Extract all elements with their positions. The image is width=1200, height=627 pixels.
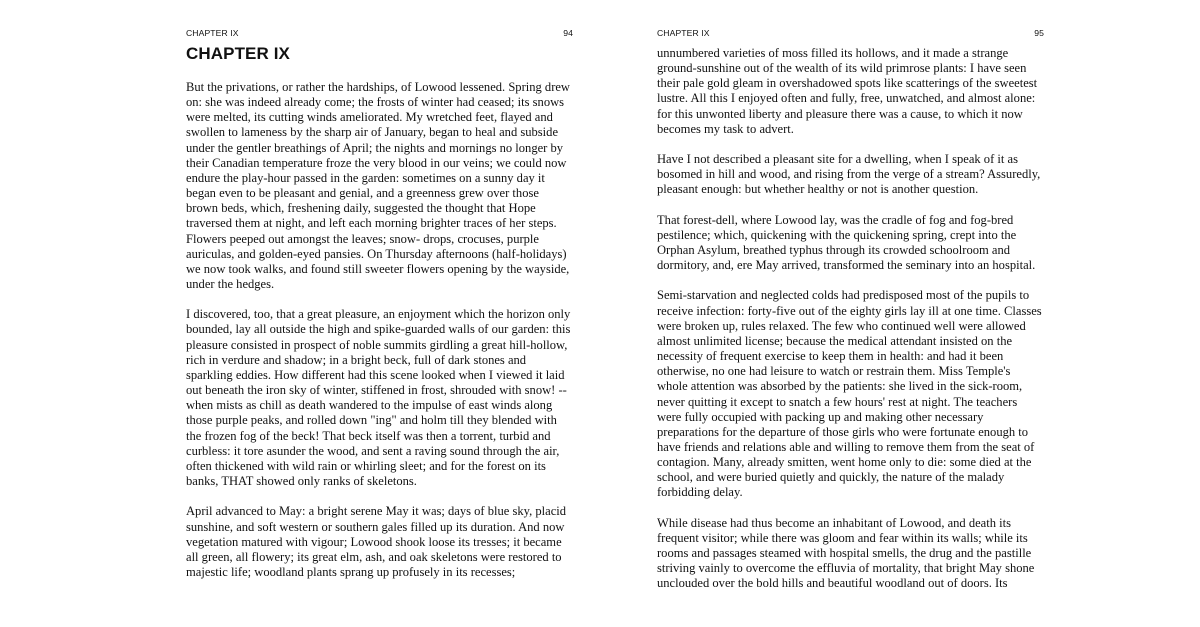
paragraph: That forest-dell, where Lowood lay, was the cradle of fog and fog-bred pestilence; which, quickening with the quickening spring, crept into the Orphan Asylum, breathed typhus through its crowded schoolroom and dormitory, and, ere May arrived, transformed the seminary into an hospital. [657, 212, 1036, 273]
paragraph: Have I not described a pleasant site for a dwelling, when I speak of it as bosomed in hill and wood, and rising from the verge of a stream? Assuredly, pleasant enough: but whether healthy or not is another question. [657, 152, 1041, 197]
paragraph: I discovered, too, that a great pleasure, an enjoyment which the horizon only bounded, lay all outside the high and spike-guarded walls of our garden: this pleasure consisted in prospect of noble summits girdling a great hill-hollow, rich in verdure and shadow; in a bright beck, full of dark stones and sparkling eddies. How different had this scene looked when I viewed it laid out beneath the iron sky of winter, stiffened in frost, shrouded with snow! -- when mists as chill as death wandered to the impulse of east winds along those purple peaks, and rolled down "ing" and holm till they blended with the frozen fog of the beck! That beck itself was then a torrent, turbid and curbless: it tore asunder the wood, and sent a raving sound through the air, often thickened with wild rain or whirling sleet; and for the forest on its banks, THAT showed only ranks of skeletons. [186, 307, 571, 489]
page-number: 94 [563, 28, 573, 38]
paragraph: April advanced to May: a bright serene May it was; days of blue sky, placid sunshine, and soft western or southern gales filled up its duration. And now vegetation matured with vigour; Lowood shook loose its tresses; it became all green, all flowery; its great elm, ash, and oak skeletons were restored to majestic life; woodland plants sprang up profusely in its recesses; [186, 504, 567, 579]
right-page [657, 0, 1044, 627]
paragraph: Semi-starvation and neglected colds had predisposed most of the pupils to receive infection: forty-five out of the eighty girls lay ill at one time. Classes were broken up, rules relaxed. The few who continued well were allowed almost unlimited license; because the medical attendant insisted on the necessity of frequent exercise to keep them in health: and had it been otherwise, no one had leisure to watch or restrain them. Miss Temple's whole attention was absorbed by the patients: she lived in the sick-room, never quitting it except to snatch a few hours' rest at night. The teachers were fully occupied with packing up and making other necessary preparations for the departure of those girls who were fortunate enough to have friends and relations able and willing to remove them from the seat of contagion. Many, already smitten, went home only to die: some died at the school, and were buried quietly and quickly, the nature of the malady forbidding delay. [657, 288, 1042, 500]
body-text [186, 80, 573, 595]
chapter-title: CHAPTER IX [186, 44, 290, 63]
page-number: 95 [1034, 28, 1044, 38]
running-head [186, 28, 573, 40]
paragraph: But the privations, or rather the hardships, of Lowood lessened. Spring drew on: she was indeed already come; the frosts of winter had ceased; its snows were melted, its cutting winds ameliorated. My wretched feet, flayed and swollen to lameness by the sharp air of January, began to heal and subside under the gentler breathings of April; the nights and mornings no longer by their Canadian temperature froze the very blood in our veins; we could now endure the play-hour passed in the garden: sometimes on a sunny day it began even to be pleasant and genial, and a greenness grew over those brown beds, which, freshening daily, suggested the thought that Hope traversed them at night, and left each morning brighter traces of her steps. Flowers peeped out amongst the leaves; snow- drops, crocuses, purple auriculas, and golden-eyed pansies. On Thursday afternoons (half-holidays) we now took walks, and found still sweeter flowers opening by the wayside, under the hedges. [186, 80, 570, 292]
body-text [657, 46, 1044, 607]
running-head [657, 28, 1044, 40]
paragraph: While disease had thus become an inhabitant of Lowood, and death its frequent visitor; while there was gloom and fear within its walls; while its rooms and passages steamed with hospital smells, the drug and the pastille striving vainly to overcome the effluvia of mortality, that bright May shone unclouded over the bold hills and beautiful woodland out of doors. Its [657, 515, 1035, 591]
paragraph: unnumbered varieties of moss filled its hollows, and it made a strange ground-sunshine out of the wealth of its wild primrose plants: I have seen their pale gold gleam in overshadowed spots like scatterings of the sweetest lustre. All this I enjoyed often and fully, free, unwatched, and almost alone: for this unwonted liberty and pleasure there was a cause, to which it now becomes my task to advert. [657, 46, 1038, 136]
running-head-title: CHAPTER IX [186, 28, 239, 38]
left-page [186, 0, 573, 627]
running-head-title: CHAPTER IX [657, 28, 710, 38]
